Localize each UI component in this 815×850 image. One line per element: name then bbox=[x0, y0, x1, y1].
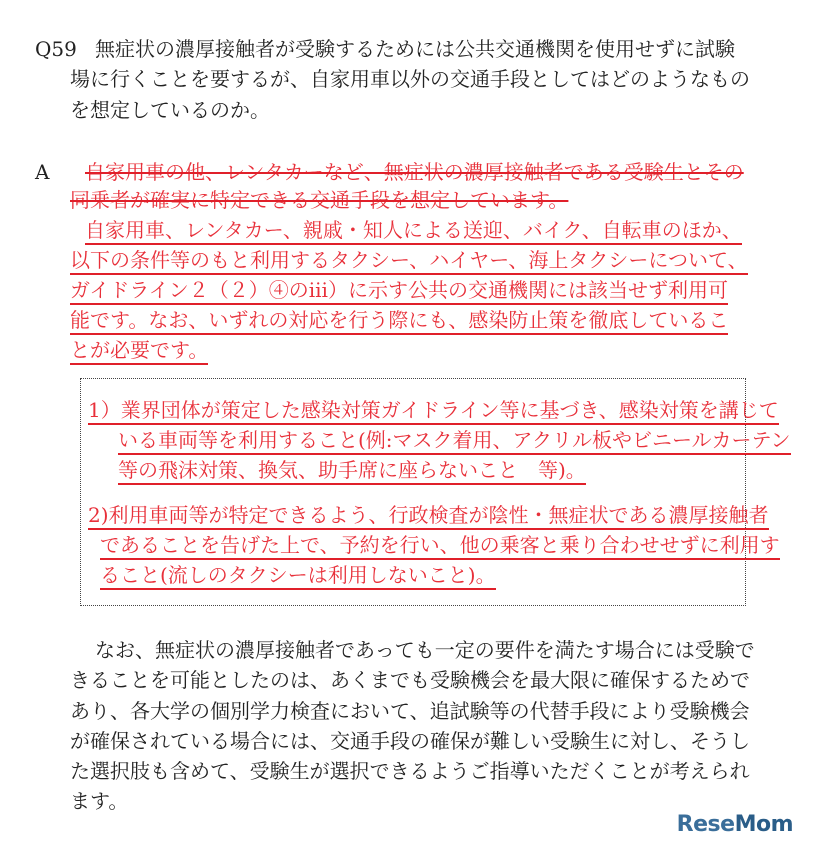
answer-label: A bbox=[35, 160, 50, 184]
inserted-line: 自家用車、レンタカー、親戚・知人による送迎、バイク、自転車のほか、 bbox=[85, 218, 742, 245]
question-line: 無症状の濃厚接触者が受験するためには公共交通機関を使用せずに試験 bbox=[95, 37, 735, 61]
note-line: きることを可能としたのは、あくまでも受験機会を最大限に確保するためで bbox=[70, 668, 750, 692]
question-line: を想定しているのか。 bbox=[70, 98, 270, 122]
note-line: ます。 bbox=[70, 789, 129, 813]
note-line: が確保されている場合には、交通手段の確保が難しい受験生に対し、そうし bbox=[70, 729, 750, 753]
inserted-line: とが必要です。 bbox=[70, 338, 208, 365]
condition-line: ること(流しのタクシーは利用しないこと)。 bbox=[100, 563, 496, 590]
condition-line: 1）業界団体が策定した感染対策ガイドライン等に基づき、感染対策を講じて bbox=[88, 398, 779, 425]
inserted-line: 以下の条件等のもと利用するタクシー、ハイヤー、海上タクシーについて、 bbox=[70, 248, 748, 275]
note-line: なお、無症状の濃厚接触者であっても一定の要件を満たす場合には受験で bbox=[95, 638, 755, 662]
condition-line: 等の飛沫対策、換気、助手席に座らないこと 等)。 bbox=[118, 458, 586, 485]
question-label: Q59 bbox=[35, 37, 77, 61]
condition-line: であることを告げた上で、予約を行い、他の乗客と乗り合わせせずに利用す bbox=[100, 533, 780, 560]
inserted-line: ガイドライン２（２）④のⅲ）に示す公共の交通機関には該当せず利用可 bbox=[70, 278, 728, 305]
resemom-logo bbox=[677, 812, 793, 837]
condition-line: いる車両等を利用すること(例:マスク着用、アクリル板やビニールカーテン bbox=[118, 428, 791, 455]
logo-text: Rese bbox=[676, 812, 735, 837]
note-line: た選択肢も含めて、受験生が選択できるようご指導いただくことが考えられ bbox=[70, 759, 750, 783]
deleted-line: 同乗者が確実に特定できる交通手段を想定しています。 bbox=[70, 188, 569, 212]
logo-text: Mom bbox=[734, 812, 793, 837]
note-line: あり、各大学の個別学力検査において、追試験等の代替手段により受験機会 bbox=[70, 699, 750, 723]
deleted-line: 自家用車の他、レンタカーなど、無症状の濃厚接触者である受験生とその bbox=[85, 160, 744, 184]
inserted-line: 能です。なお、いずれの対応を行う際にも、感染防止策を徹底しているこ bbox=[70, 308, 728, 335]
condition-line: 2)利用車両等が特定できるよう、行政検査が陰性・無症状である濃厚接触者 bbox=[88, 503, 769, 530]
question-line: 場に行くことを要するが、自家用車以外の交通手段としてはどのようなもの bbox=[70, 67, 750, 91]
